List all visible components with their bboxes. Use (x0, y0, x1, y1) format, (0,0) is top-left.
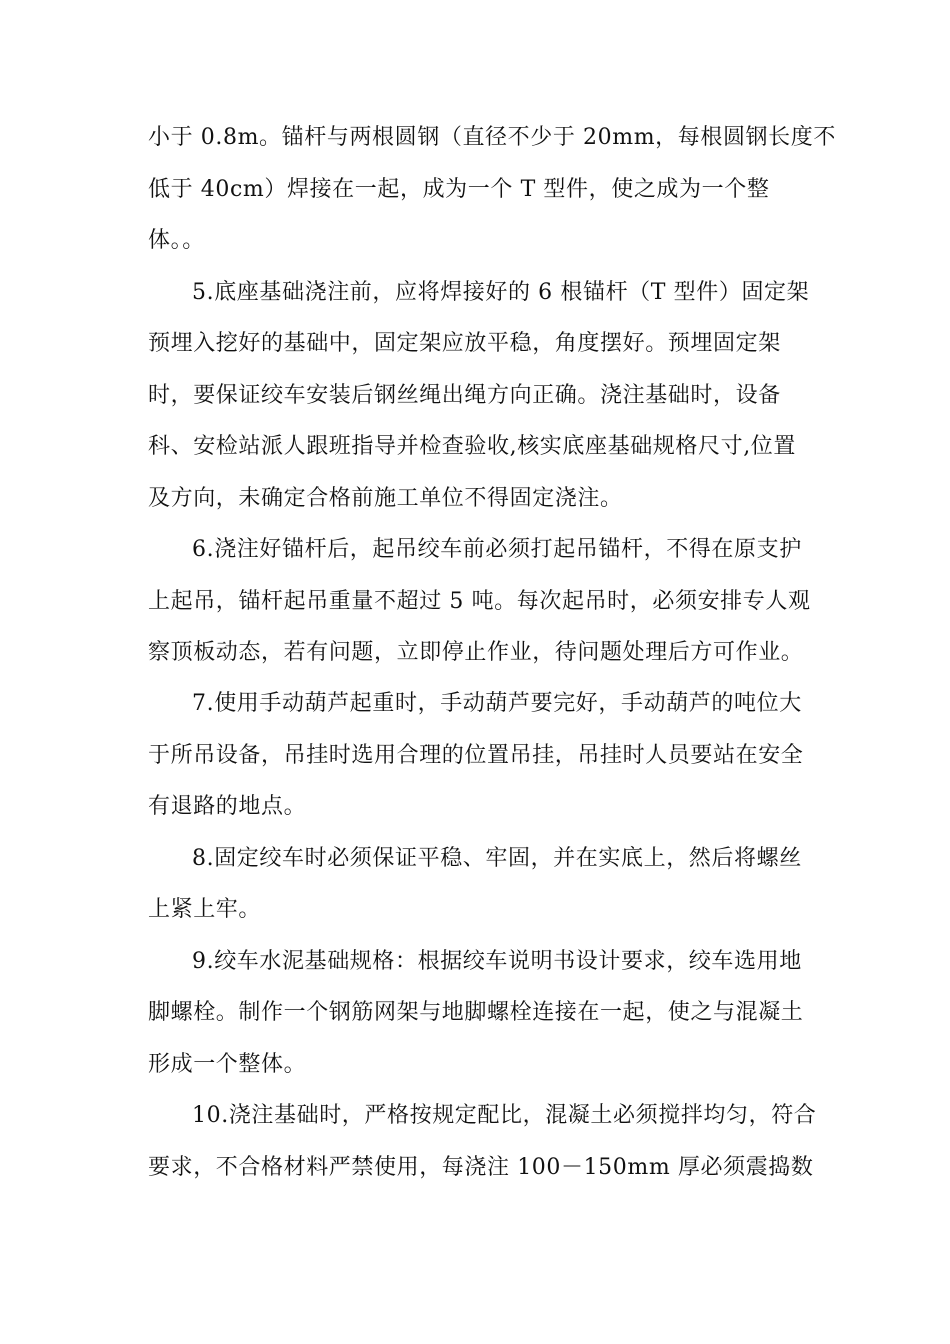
paragraph-7-first-line: 7.使用手动葫芦起重时，手动葫芦要完好，手动葫芦的吨位大 (192, 691, 802, 716)
paragraph-8-first-line: 8.固定绞车时必须保证平稳、牢固，并在实底上，然后将螺丝 (192, 846, 802, 871)
paragraph-10-first-line: 10.浇注基础时，严格按规定配比，混凝土必须搅拌均匀，符合 (192, 1103, 817, 1128)
text-line: 及方向，未确定合格前施工单位不得固定浇注。 (148, 486, 623, 511)
text-line: 脚螺栓。制作一个钢筋网架与地脚螺栓连接在一起，使之与混凝土 (148, 1000, 804, 1025)
text-line: 低于 40cm）焊接在一起，成为一个 T 型件，使之成为一个整 (148, 177, 770, 202)
text-line: 科、安检站派人跟班指导并检查验收,核实底座基础规格尺寸,位置 (148, 434, 796, 459)
text-line: 要求，不合格材料严禁使用，每浇注 100－150mm 厚必须震捣数 (148, 1155, 814, 1180)
paragraph-6-first-line: 6.浇注好锚杆后，起吊绞车前必须打起吊锚杆，不得在原支护 (192, 537, 802, 562)
text-line: 上起吊，锚杆起吊重量不超过 5 吨。每次起吊时，必须安排专人观 (148, 589, 811, 614)
text-line: 时，要保证绞车安装后钢丝绳出绳方向正确。浇注基础时，设备 (148, 383, 781, 408)
text-line: 察顶板动态，若有问题，立即停止作业，待问题处理后方可作业。 (148, 640, 804, 665)
text-line: 形成一个整体。 (148, 1052, 307, 1077)
text-line: 上紧上牢。 (148, 897, 262, 922)
paragraph-5-first-line: 5.底座基础浇注前，应将焊接好的 6 根锚杆（T 型件）固定架 (192, 280, 810, 305)
text-line: 预埋入挖好的基础中，固定架应放平稳，角度摆好。预埋固定架 (148, 331, 781, 356)
text-line: 小于 0.8m。锚杆与两根圆钢（直径不少于 20mm，每根圆钢长度不 (148, 125, 836, 150)
text-line: 于所吊设备，吊挂时选用合理的位置吊挂，吊挂时人员要站在安全 (148, 743, 804, 768)
text-line: 体。。 (148, 228, 205, 253)
paragraph-9-first-line: 9.绞车水泥基础规格：根据绞车说明书设计要求，绞车选用地 (192, 949, 802, 974)
text-line: 有退路的地点。 (148, 794, 307, 819)
